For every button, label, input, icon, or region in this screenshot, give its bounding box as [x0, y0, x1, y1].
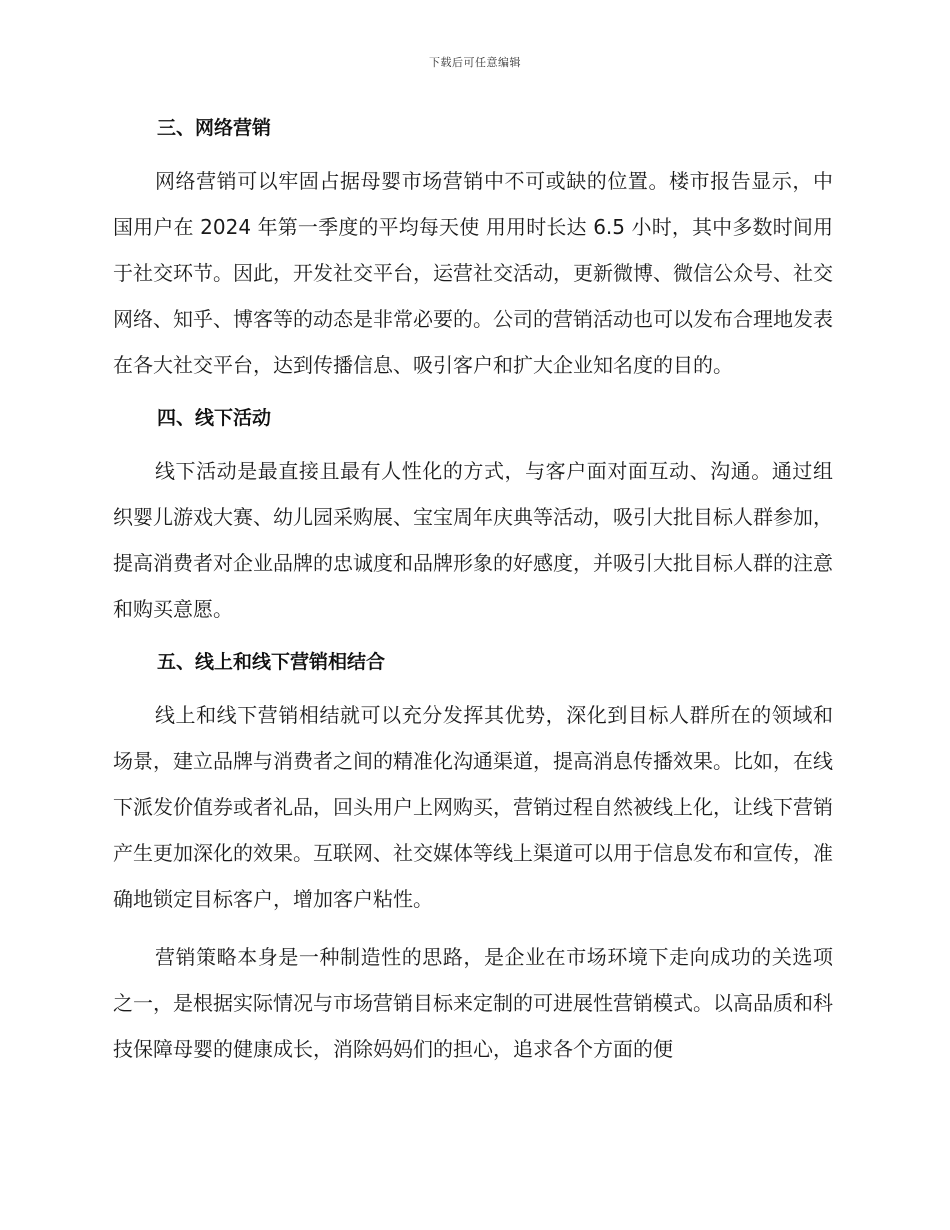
paragraph-marketing-strategy: 营销策略本身是一种制造性的思路，是企业在市场环境下走向成功的关选项之一，是根据实际情况与市场营销目标来定制的可进展性营销模式。以高品质和科技保障母婴的健康成长，消除妈妈们的担心，追求各个方面的便: [113, 945, 833, 1061]
document-body: [113, 110, 833, 1084]
section-heading-offline-activities: 四、线下活动: [157, 407, 272, 429]
paragraph-network-marketing: 网络营销可以牢固占据母婴市场营销中不可或缺的位置。楼市报告显示，中国用户在 2024 年第一季度的平均每天使 用用时长达 6.5 小时，其中多数时间用于社交环节。因此，开发社交平台，运营社交活动，更新微博、微信公众号、社交网络、知乎、博客等的动态是非常必要的。公司的营销活动也可以发布合理地发表在各大社交平台，达到传播信息、吸引客户和扩大企业知名度的目的。: [113, 169, 833, 377]
paragraph-online-offline-combined: 线上和线下营销相结就可以充分发挥其优势，深化到目标人群所在的领域和场景，建立品牌与消费者之间的精准化沟通渠道，提高消息传播效果。比如，在线下派发价值券或者礼品，回头用户上网购买，营销过程自然被线上化，让线下营销产生更加深化的效果。互联网、社交媒体等线上渠道可以用于信息发布和宣传，准确地锁定目标客户，增加客户粘性。: [113, 703, 833, 911]
page-header: 下载后可任意编辑: [429, 56, 521, 69]
paragraph-offline-activities: 线下活动是最直接且最有人性化的方式，与客户面对面互动、沟通。通过组织婴儿游戏大赛、幼儿园采购展、宝宝周年庆典等活动，吸引大批目标人群参加，提高消费者对企业品牌的忠诚度和品牌形象的好感度，并吸引大批目标人群的注意和购买意愿。: [113, 459, 833, 621]
section-heading-online-offline-combined: 五、线上和线下营销相结合: [157, 651, 386, 673]
section-heading-network-marketing: 三、网络营销: [157, 117, 272, 139]
